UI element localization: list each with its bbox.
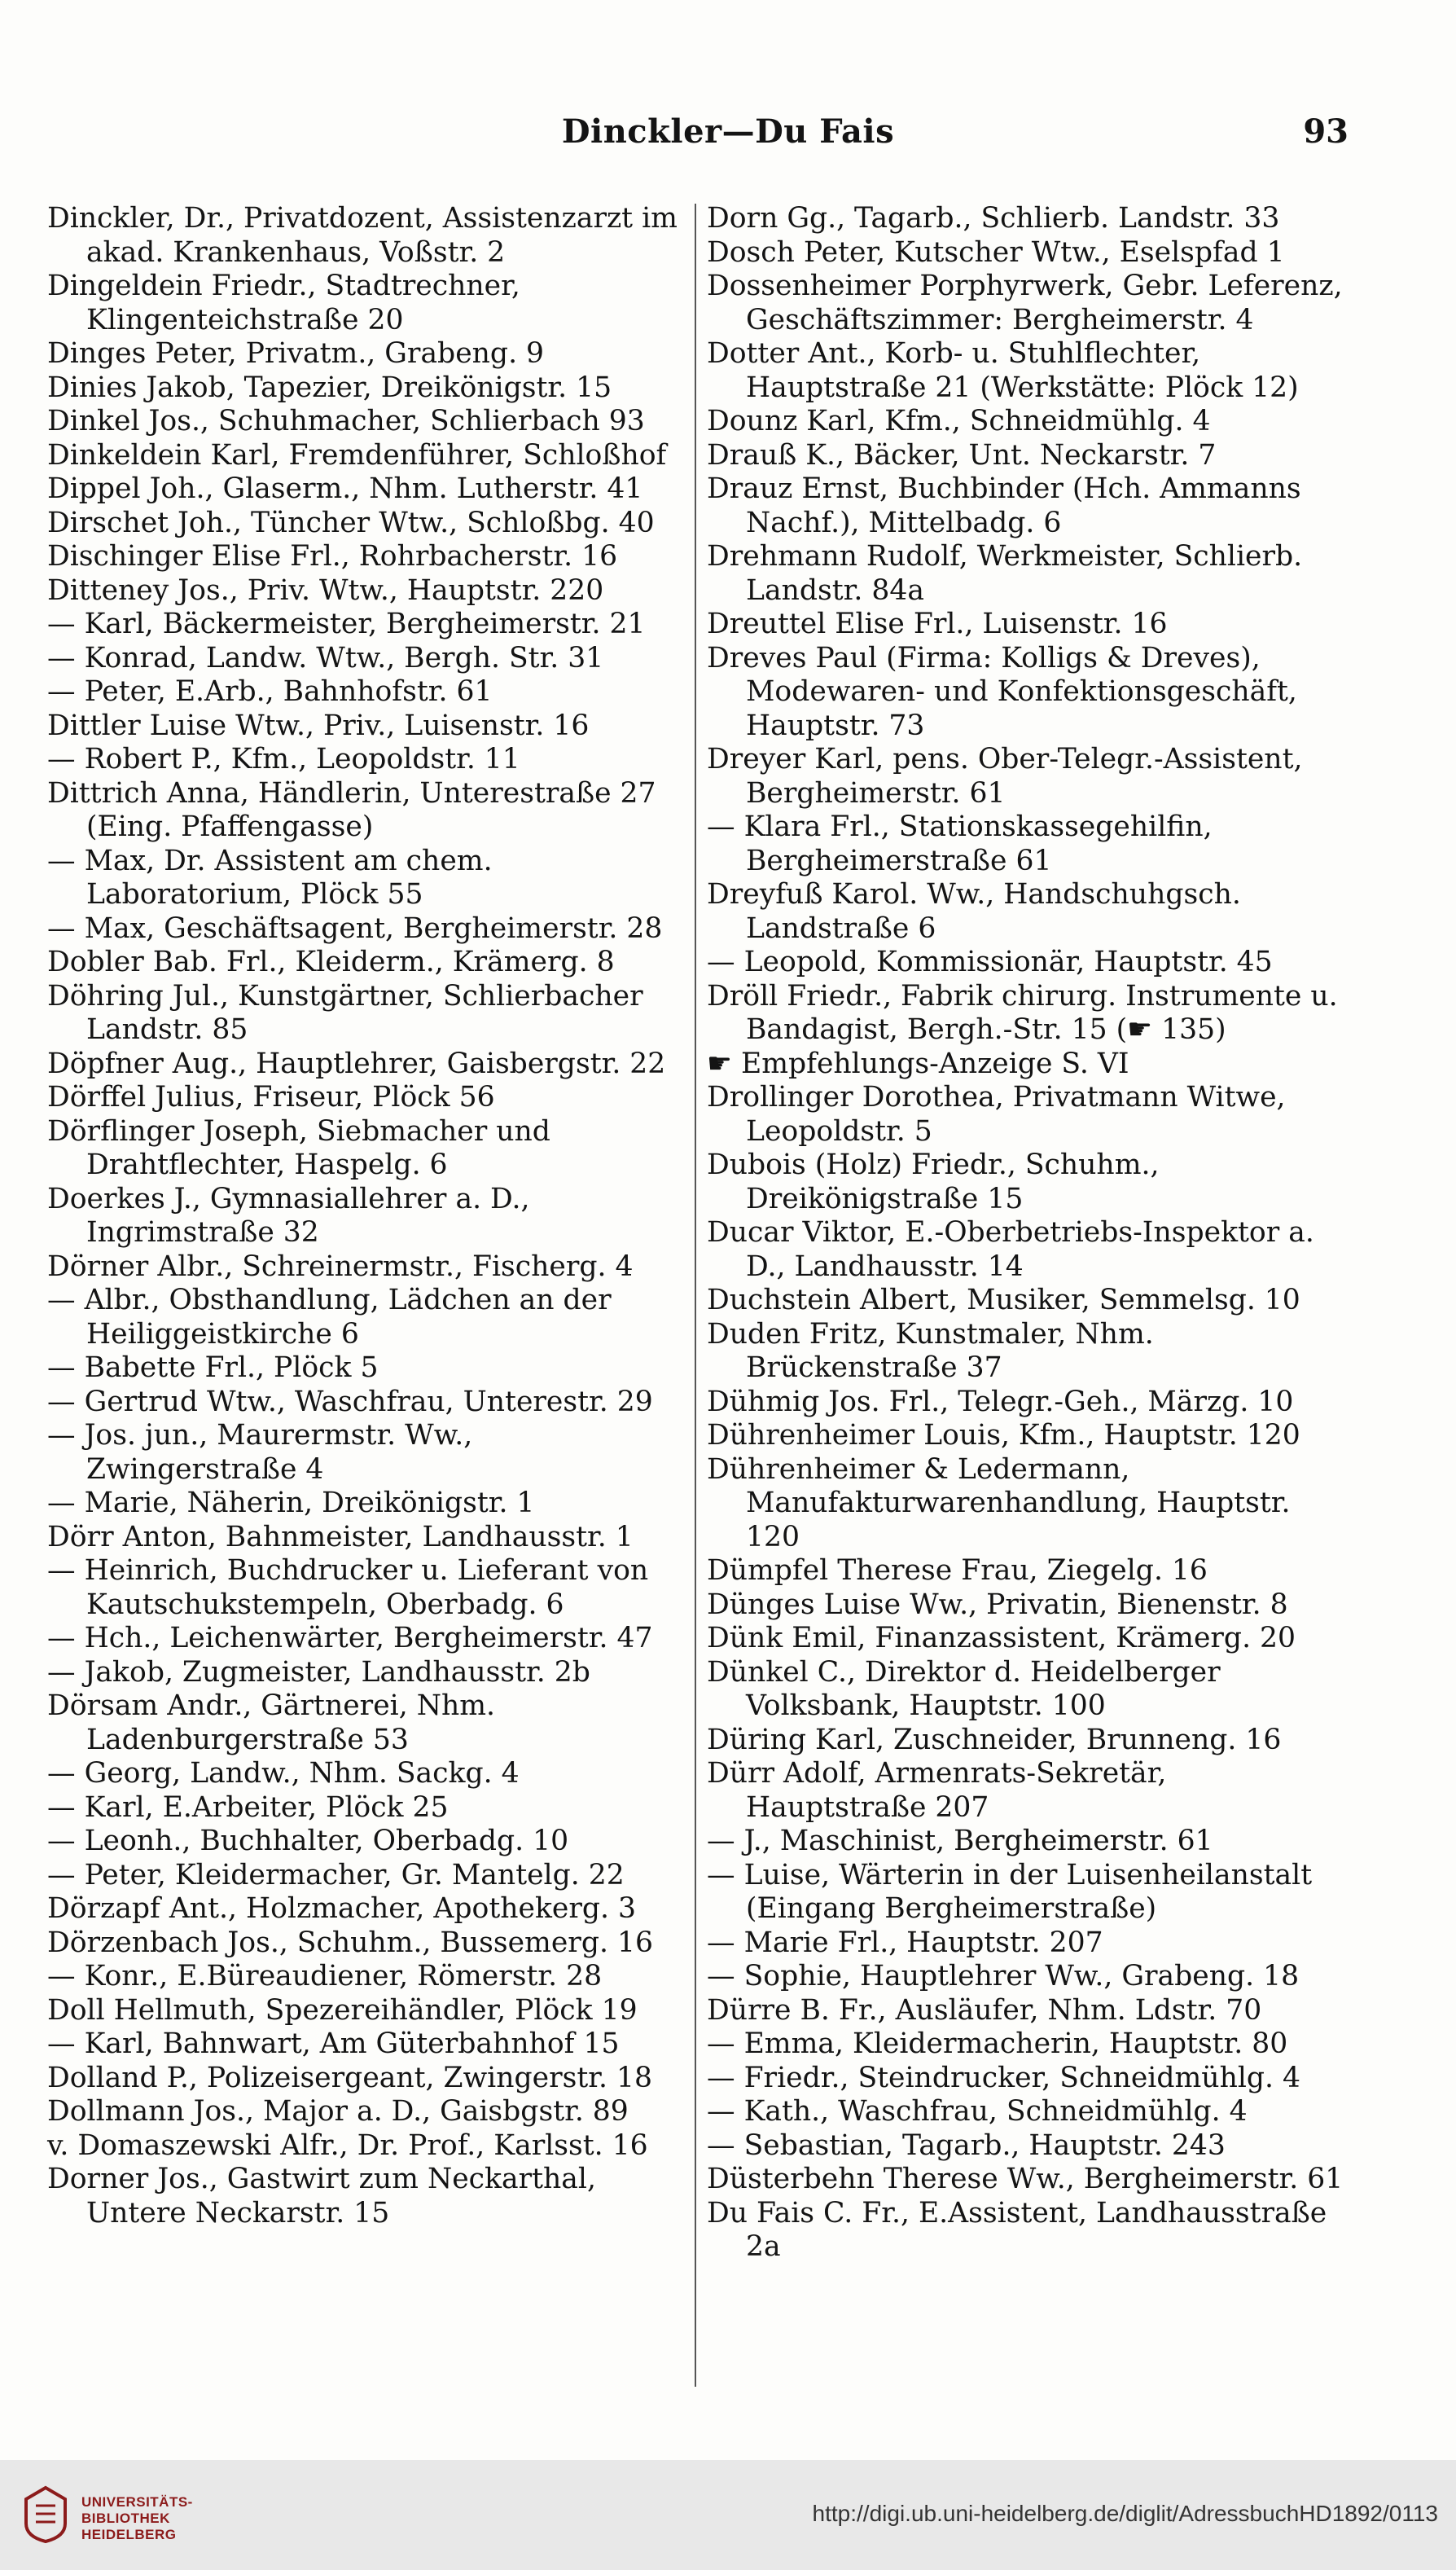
directory-entry: Dotter Ant., Korb- u. Stuhlflechter, Hauptstraße 21 (Werkstätte: Plöck 12) [707, 337, 1299, 404]
directory-entry: — Kath., Waschfrau, Schneidmühlg. 4 [707, 2095, 1248, 2128]
directory-entry: Ditteney Jos., Priv. Wtw., Hauptstr. 220 [47, 573, 604, 607]
directory-entry: — Konr., E.Büreaudiener, Römerstr. 28 [47, 1960, 603, 1992]
directory-entry: Dreyer Karl, pens. Ober-Telegr.-Assistent, Bergheimerstr. 61 [707, 743, 1303, 810]
directory-entry: Dörzenbach Jos., Schuhm., Bussemerg. 16 [47, 1926, 653, 1959]
directory-entry: Dürr Adolf, Armenrats-Sekretär, Hauptstraße 207 [707, 1757, 1167, 1824]
directory-entry: — J., Maschinist, Bergheimerstr. 61 [707, 1825, 1213, 1857]
directory-entry: Dorner Jos., Gastwirt zum Neckarthal, Untere Neckarstr. 15 [47, 2163, 596, 2230]
directory-entry: Drehmann Rudolf, Werkmeister, Schlierb. Landstr. 84a [707, 540, 1303, 607]
directory-entry: Döpfner Aug., Hauptlehrer, Gaisbergstr. 22 [47, 1047, 666, 1080]
directory-entry: Doerkes J., Gymnasiallehrer a. D., Ingrimstraße 32 [47, 1182, 530, 1249]
directory-entry: Dubois (Holz) Friedr., Schuhm., Dreikönigstraße 15 [707, 1149, 1160, 1215]
directory-entry: — Sebastian, Tagarb., Hauptstr. 243 [707, 2128, 1226, 2162]
directory-entry: — Babette Frl., Plöck 5 [47, 1351, 379, 1384]
directory-entry: Dosch Peter, Kutscher Wtw., Eselspfad 1 [707, 235, 1285, 269]
directory-entry: Drauß K., Bäcker, Unt. Neckarstr. 7 [707, 438, 1217, 472]
footer-bar [0, 2460, 1456, 2570]
directory-entry: Dünges Luise Ww., Privatin, Bienenstr. 8 [707, 1588, 1288, 1621]
directory-entry: Dollmann Jos., Major a. D., Gaisbgstr. 89 [47, 2095, 629, 2128]
directory-entry: — Friedr., Steindrucker, Schneidmühlg. 4 [707, 2061, 1301, 2094]
directory-entry: Dittler Luise Wtw., Priv., Luisenstr. 16 [47, 709, 590, 742]
directory-entry: — Jos. jun., Maurermstr. Ww., Zwingerstraße 4 [47, 1419, 473, 1486]
directory-entry: — Gertrud Wtw., Waschfrau, Unterestr. 29 [47, 1385, 653, 1418]
directory-entry: Dirschet Joh., Tüncher Wtw., Schloßbg. 40 [47, 506, 655, 539]
directory-entry: — Leonh., Buchhalter, Oberbadg. 10 [47, 1825, 569, 1857]
directory-entry: Dreuttel Elise Frl., Luisenstr. 16 [707, 608, 1168, 640]
directory-entry: v. Domaszewski Alfr., Dr. Prof., Karlsst. 16 [47, 2128, 648, 2162]
directory-entry: Dischinger Elise Frl., Rohrbacherstr. 16 [47, 540, 618, 573]
directory-entry: ☛ Empfehlungs-Anzeige S. VI [707, 1047, 1129, 1080]
directory-entry: Düring Karl, Zuschneider, Brunneng. 16 [707, 1723, 1282, 1756]
directory-entry: Ducar Viktor, E.-Oberbetriebs-Inspektor a. D., Landhausstr. 14 [707, 1216, 1314, 1283]
directory-entry: Dünk Emil, Finanzassistent, Krämerg. 20 [707, 1622, 1296, 1654]
directory-entry: Dinges Peter, Privatm., Grabeng. 9 [47, 337, 545, 370]
directory-entry: — Max, Geschäftsagent, Bergheimerstr. 28 [47, 912, 663, 945]
directory-entry: — Leopold, Kommissionär, Hauptstr. 45 [707, 946, 1273, 978]
directory-entry: Dörzapf Ant., Holzmacher, Apothekerg. 3 [47, 1892, 637, 1925]
library-seal-icon [21, 2484, 70, 2545]
directory-entry: — Peter, E.Arb., Bahnhofstr. 61 [47, 675, 493, 708]
directory-entry: Dinies Jakob, Tapezier, Dreikönigstr. 15 [47, 371, 612, 404]
library-logo-text [81, 2494, 193, 2543]
directory-entry: — Marie Frl., Hauptstr. 207 [707, 1926, 1103, 1959]
directory-entry: Dörsam Andr., Gärtnerei, Nhm. Ladenburgerstraße 53 [47, 1689, 496, 1756]
directory-entry: Drauz Ernst, Buchbinder (Hch. Ammanns Nachf.), Mittelbadg. 6 [707, 472, 1301, 539]
right-column [707, 202, 1350, 2265]
directory-entry: Düsterbehn Therese Ww., Bergheimerstr. 61 [707, 2163, 1344, 2195]
directory-entry: — Sophie, Hauptlehrer Ww., Grabeng. 18 [707, 1960, 1300, 1992]
page-number: 93 [1303, 112, 1349, 151]
directory-entry: — Luise, Wärterin in der Luisenheilanstalt (Eingang Bergheimerstraße) [707, 1858, 1313, 1925]
directory-entry: Du Fais C. Fr., E.Assistent, Landhausstraße 2a [707, 2196, 1327, 2263]
directory-entry: Dührenheimer Louis, Kfm., Hauptstr. 120 [707, 1419, 1300, 1452]
source-url-link[interactable]: http://digi.ub.uni-heidelberg.de/diglit/AdressbuchHD1892/0113 [812, 2501, 1438, 2526]
directory-entry: — Jakob, Zugmeister, Landhausstr. 2b [47, 1655, 590, 1689]
directory-entry: Dreves Paul (Firma: Kolligs & Dreves), Modewaren- und Konfektionsgeschäft, Hauptstr. 73 [707, 641, 1297, 742]
column-divider [695, 204, 696, 2387]
directory-entry: Dinkeldein Karl, Fremdenführer, Schloßhof [47, 438, 667, 472]
logo-line: HEIDELBERG [81, 2527, 177, 2542]
directory-entry: Duchstein Albert, Musiker, Semmelsg. 10 [707, 1284, 1300, 1316]
logo-line: UNIVERSITÄTS- [81, 2494, 193, 2510]
directory-entry: Dünkel C., Direktor d. Heidelberger Volksbank, Hauptstr. 100 [707, 1655, 1221, 1722]
directory-entry: Döhring Jul., Kunstgärtner, Schlierbacher Landstr. 85 [47, 979, 643, 1046]
directory-entry: Dinckler, Dr., Privatdozent, Assistenzarzt im akad. Krankenhaus, Voßstr. 2 [47, 202, 678, 269]
directory-entry: Doll Hellmuth, Spezereihändler, Plöck 19 [47, 1993, 638, 2027]
directory-entry: Dümpfel Therese Frau, Ziegelg. 16 [707, 1554, 1208, 1587]
directory-entry: Dounz Karl, Kfm., Schneidmühlg. 4 [707, 405, 1211, 437]
directory-entry: Dippel Joh., Glaserm., Nhm. Lutherstr. 41 [47, 472, 643, 505]
directory-entry: Dörr Anton, Bahnmeister, Landhausstr. 1 [47, 1520, 634, 1553]
directory-entry: Dührenheimer & Ledermann, Manufakturwarenhandlung, Hauptstr. 120 [707, 1452, 1291, 1553]
directory-entry: Dörffel Julius, Friseur, Plöck 56 [47, 1081, 495, 1114]
directory-entry: Duden Fritz, Kunstmaler, Nhm. Brückenstraße 37 [707, 1317, 1154, 1384]
directory-entry: Dörflinger Joseph, Siebmacher und Drahtflechter, Haspelg. 6 [47, 1114, 550, 1181]
directory-entry: — Georg, Landw., Nhm. Sackg. 4 [47, 1757, 520, 1790]
directory-entry: — Karl, Bahnwart, Am Güterbahnhof 15 [47, 2027, 620, 2060]
directory-entry: Dossenheimer Porphyrwerk, Gebr. Leferenz, Geschäftszimmer: Bergheimerstr. 4 [707, 270, 1343, 336]
directory-entry: Dobler Bab. Frl., Kleiderm., Krämerg. 8 [47, 946, 615, 978]
directory-entry: — Robert P., Kfm., Leopoldstr. 11 [47, 743, 520, 775]
directory-entry: Dorn Gg., Tagarb., Schlierb. Landstr. 33 [707, 202, 1280, 235]
directory-entry: — Hch., Leichenwärter, Bergheimerstr. 47 [47, 1622, 653, 1654]
directory-entry: — Max, Dr. Assistent am chem. Laboratorium, Plöck 55 [47, 844, 493, 911]
directory-entry: — Konrad, Landw. Wtw., Bergh. Str. 31 [47, 641, 604, 674]
directory-entry: Dingeldein Friedr., Stadtrechner, Klingenteichstraße 20 [47, 270, 520, 336]
directory-entry: Drollinger Dorothea, Privatmann Witwe, Leopoldstr. 5 [707, 1081, 1286, 1148]
directory-entry: Dolland P., Polizeisergeant, Zwingerstr. 18 [47, 2061, 652, 2094]
directory-entry: — Peter, Kleidermacher, Gr. Mantelg. 22 [47, 1858, 625, 1891]
directory-entry: — Marie, Näherin, Dreikönigstr. 1 [47, 1487, 535, 1519]
directory-entry: — Albr., Obsthandlung, Lädchen an der Heiliggeistkirche 6 [47, 1284, 612, 1351]
directory-entry: Dinkel Jos., Schuhmacher, Schlierbach 93 [47, 405, 645, 437]
logo-line: BIBLIOTHEK [81, 2511, 170, 2526]
directory-entry: — Karl, E.Arbeiter, Plöck 25 [47, 1790, 449, 1824]
directory-entry: Dörner Albr., Schreinermstr., Fischerg. 4 [47, 1250, 634, 1283]
left-column [47, 202, 691, 2230]
directory-entry: Dühmig Jos. Frl., Telegr.-Geh., Märzg. 10 [707, 1385, 1294, 1418]
directory-entry: — Klara Frl., Stationskassegehilfin, Bergheimerstraße 61 [707, 811, 1213, 877]
directory-entry: — Emma, Kleidermacherin, Hauptstr. 80 [707, 2027, 1288, 2060]
directory-entry: — Heinrich, Buchdrucker u. Lieferant von Kautschukstempeln, Oberbadg. 6 [47, 1554, 649, 1621]
directory-entry: Dürre B. Fr., Ausläufer, Nhm. Ldstr. 70 [707, 1993, 1262, 2027]
directory-entry: — Karl, Bäckermeister, Bergheimerstr. 21 [47, 608, 646, 640]
page-header-title: Dinckler—Du Fais [561, 112, 895, 151]
directory-entry: Dröll Friedr., Fabrik chirurg. Instrumente u. Bandagist, Bergh.-Str. 15 (☛ 135) [707, 979, 1338, 1046]
directory-entry: Dreyfuß Karol. Ww., Handschuhgsch. Landstraße 6 [707, 878, 1241, 945]
directory-entry: Dittrich Anna, Händlerin, Unterestraße 27 (Eing. Pfaffengasse) [47, 776, 656, 843]
